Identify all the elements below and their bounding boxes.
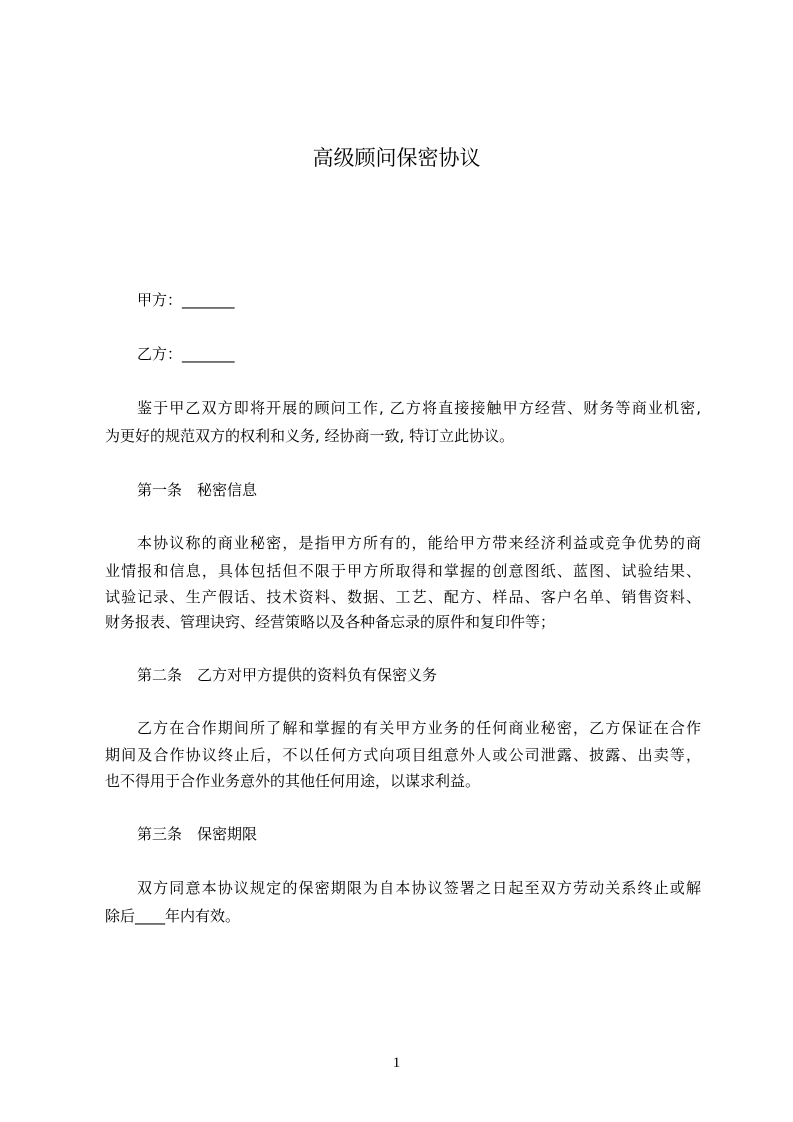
article-1-line: 试验记录、生产假话、技术资料、数据、工艺、配方、样品、客户名单、销售资料、 [105, 588, 701, 606]
preamble-line: 鉴于甲乙双方即将开展的顾问工作, 乙方将直接接触甲方经营、财务等商业机密, [137, 399, 701, 417]
document-title: 高级顾问保密协议 [312, 146, 481, 170]
party-a-line: 甲方：_______ [137, 291, 235, 309]
article-2-line: 也不得用于合作业务意外的其他任何用途，以谋求利益。 [105, 772, 481, 790]
article-3-heading: 第三条 保密期限 [137, 825, 258, 843]
party-b-line: 乙方：_______ [137, 345, 235, 363]
article-1-heading: 第一条 秘密信息 [137, 481, 258, 499]
article-3-line: 除后____年内有效。 [105, 907, 241, 925]
article-2-line: 期间及合作协议终止后，不以任何方式向项目组意外人或公司泄露、披露、出卖等， [105, 746, 701, 764]
article-2-line: 乙方在合作期间所了解和掌握的有关甲方业务的任何商业秘密，乙方保证在合作 [137, 719, 701, 737]
article-1-line: 业情报和信息，具体包括但不限于甲方所取得和掌握的创意图纸、蓝图、试验结果、 [105, 562, 701, 580]
article-3-line: 双方同意本协议规定的保密期限为自本协议签署之日起至双方劳动关系终止或解 [137, 879, 701, 897]
article-1-line: 本协议称的商业秘密，是指甲方所有的，能给甲方带来经济利益或竞争优势的商 [137, 534, 701, 552]
preamble-line: 为更好的规范双方的权利和义务, 经协商一致, 特订立此协议。 [105, 427, 515, 445]
article-1-line: 财务报表、管理诀窍、经营策略以及各种备忘录的原件和复印件等； [105, 613, 556, 631]
page-number: 1 [392, 1055, 401, 1071]
article-2-heading: 第二条 乙方对甲方提供的资料负有保密义务 [137, 666, 438, 684]
